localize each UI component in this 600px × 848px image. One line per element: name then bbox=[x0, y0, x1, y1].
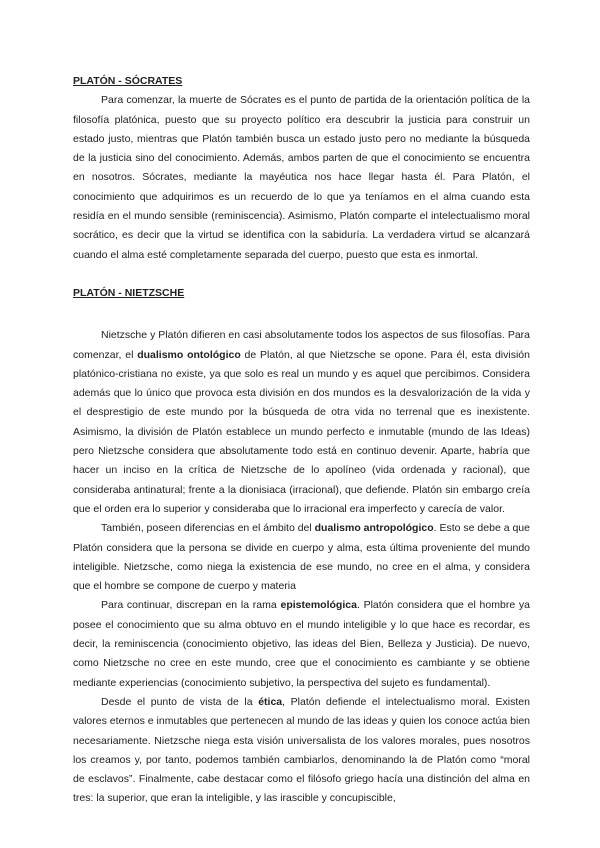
bold-term: ética bbox=[258, 695, 283, 708]
bold-term: epistemológica bbox=[280, 599, 357, 612]
paragraph-epistemologica: Para continuar, discrepan en la rama epistemológica. Platón considera que el hombre ya posee el conocimiento que su alma obtuvo en el mundo inteligible y lo que hace es recordar, es decir, la reminiscencia (conocimiento objetivo, las ideas del Bien, Belleza y Justicia). De nuevo, como Nietzsche no cree en este mundo, cree que el conocimiento es cambiante y se obtiene mediante experiencias (conocimiento subjetivo, la perspectiva del sujeto es fundamental). bbox=[73, 599, 530, 689]
bold-term: dualismo antropológico bbox=[314, 522, 434, 535]
paragraph-etica: Desde el punto de vista de la ética, Platón defiende el intelectualismo moral. Existen valores eternos e inmutables que pertenecen al mundo de las ideas y quien los conoce actúa bien necesariamente. Nietzsche niega esta visión universalista de los valores morales, pues nosotros los creamos y, por tanto, podemos también cambiarlos, denominando la de Platón como “moral de esclavos”. Finalmente, cabe destacar como el filósofo griego hacía una distinción del alma en tres: la superior, que eran la inteligible, y las irascible y concupiscible, bbox=[73, 695, 530, 805]
paragraph-dualismo-ontologico: Nietzsche y Platón difieren en casi absolutamente todos los aspectos de sus filosofías. Para comenzar, el dualismo ontológico de Platón, al que Nietzsche se opone. Para él, esta división platónico-cristiana no existe, ya que solo es real un mundo y es aquel que percibimos. Considera además que lo único que provoca esta división en dos mundos es la desvalorización de la vida y el desprestigio de este mundo por la búsqueda de otra vida no terrenal que es inexistente. Asimismo, la división de Platón establece un mundo perfecto e inmutable (mundo de las Ideas) pero Nietzsche considera que absolutamente todo está en continuo devenir. Aparte, habría que hacer un inciso en la crítica de Nietzsche de lo apolíneo (vida ordenada y racional), que consideraba antinatural; frente a la dionisiaca (irracional), que defiende. Platón sin embargo creía que el orden era lo superior y consideraba que lo irracional era imperfecto y carecía de valor. bbox=[73, 329, 530, 515]
section-heading-platon-socrates: PLATÓN - SÓCRATES bbox=[73, 75, 183, 87]
section-heading-platon-nietzsche: PLATÓN - NIETZSCHE bbox=[73, 286, 185, 299]
document-page bbox=[73, 72, 530, 809]
paragraph-platon-socrates: Para comenzar, la muerte de Sócrates es el punto de partida de la orientación política de la filosofía platónica, puesto que su proyecto político era descubrir la justicia para construir un estado justo, mientras que Platón también busca un estado justo pero no mediante la búsqueda de la justicia sino del conocimiento. Además, ambos parten de que el conocimiento se encuentra en nosotros. Sócrates, mediante la mayéutica nos hace llegar hasta él. Para Platón, el conocimiento que adquirimos es un recuerdo de lo que ya teníamos en el alma cuando esta residía en el mundo sensible (reminiscencia). Asimismo, Platón comparte el intelectualismo moral socrático, es decir que la virtud se identifica con la sabiduría. La verdadera virtud se alcanzará cuando el alma esté completamente separada del cuerpo, puesto que esta es inmortal. bbox=[73, 94, 530, 261]
bold-term: dualismo ontológico bbox=[137, 348, 241, 361]
paragraph-dualismo-antropologico: También, poseen diferencias en el ámbito del dualismo antropológico. Esto se debe a que Platón considera que la persona se divide en cuerpo y alma, esta última proveniente del mundo inteligible. Nietzsche, como niega la existencia de ese mundo, no cree en el alma, y considera que el hombre se compone de cuerpo y materia bbox=[73, 522, 530, 593]
